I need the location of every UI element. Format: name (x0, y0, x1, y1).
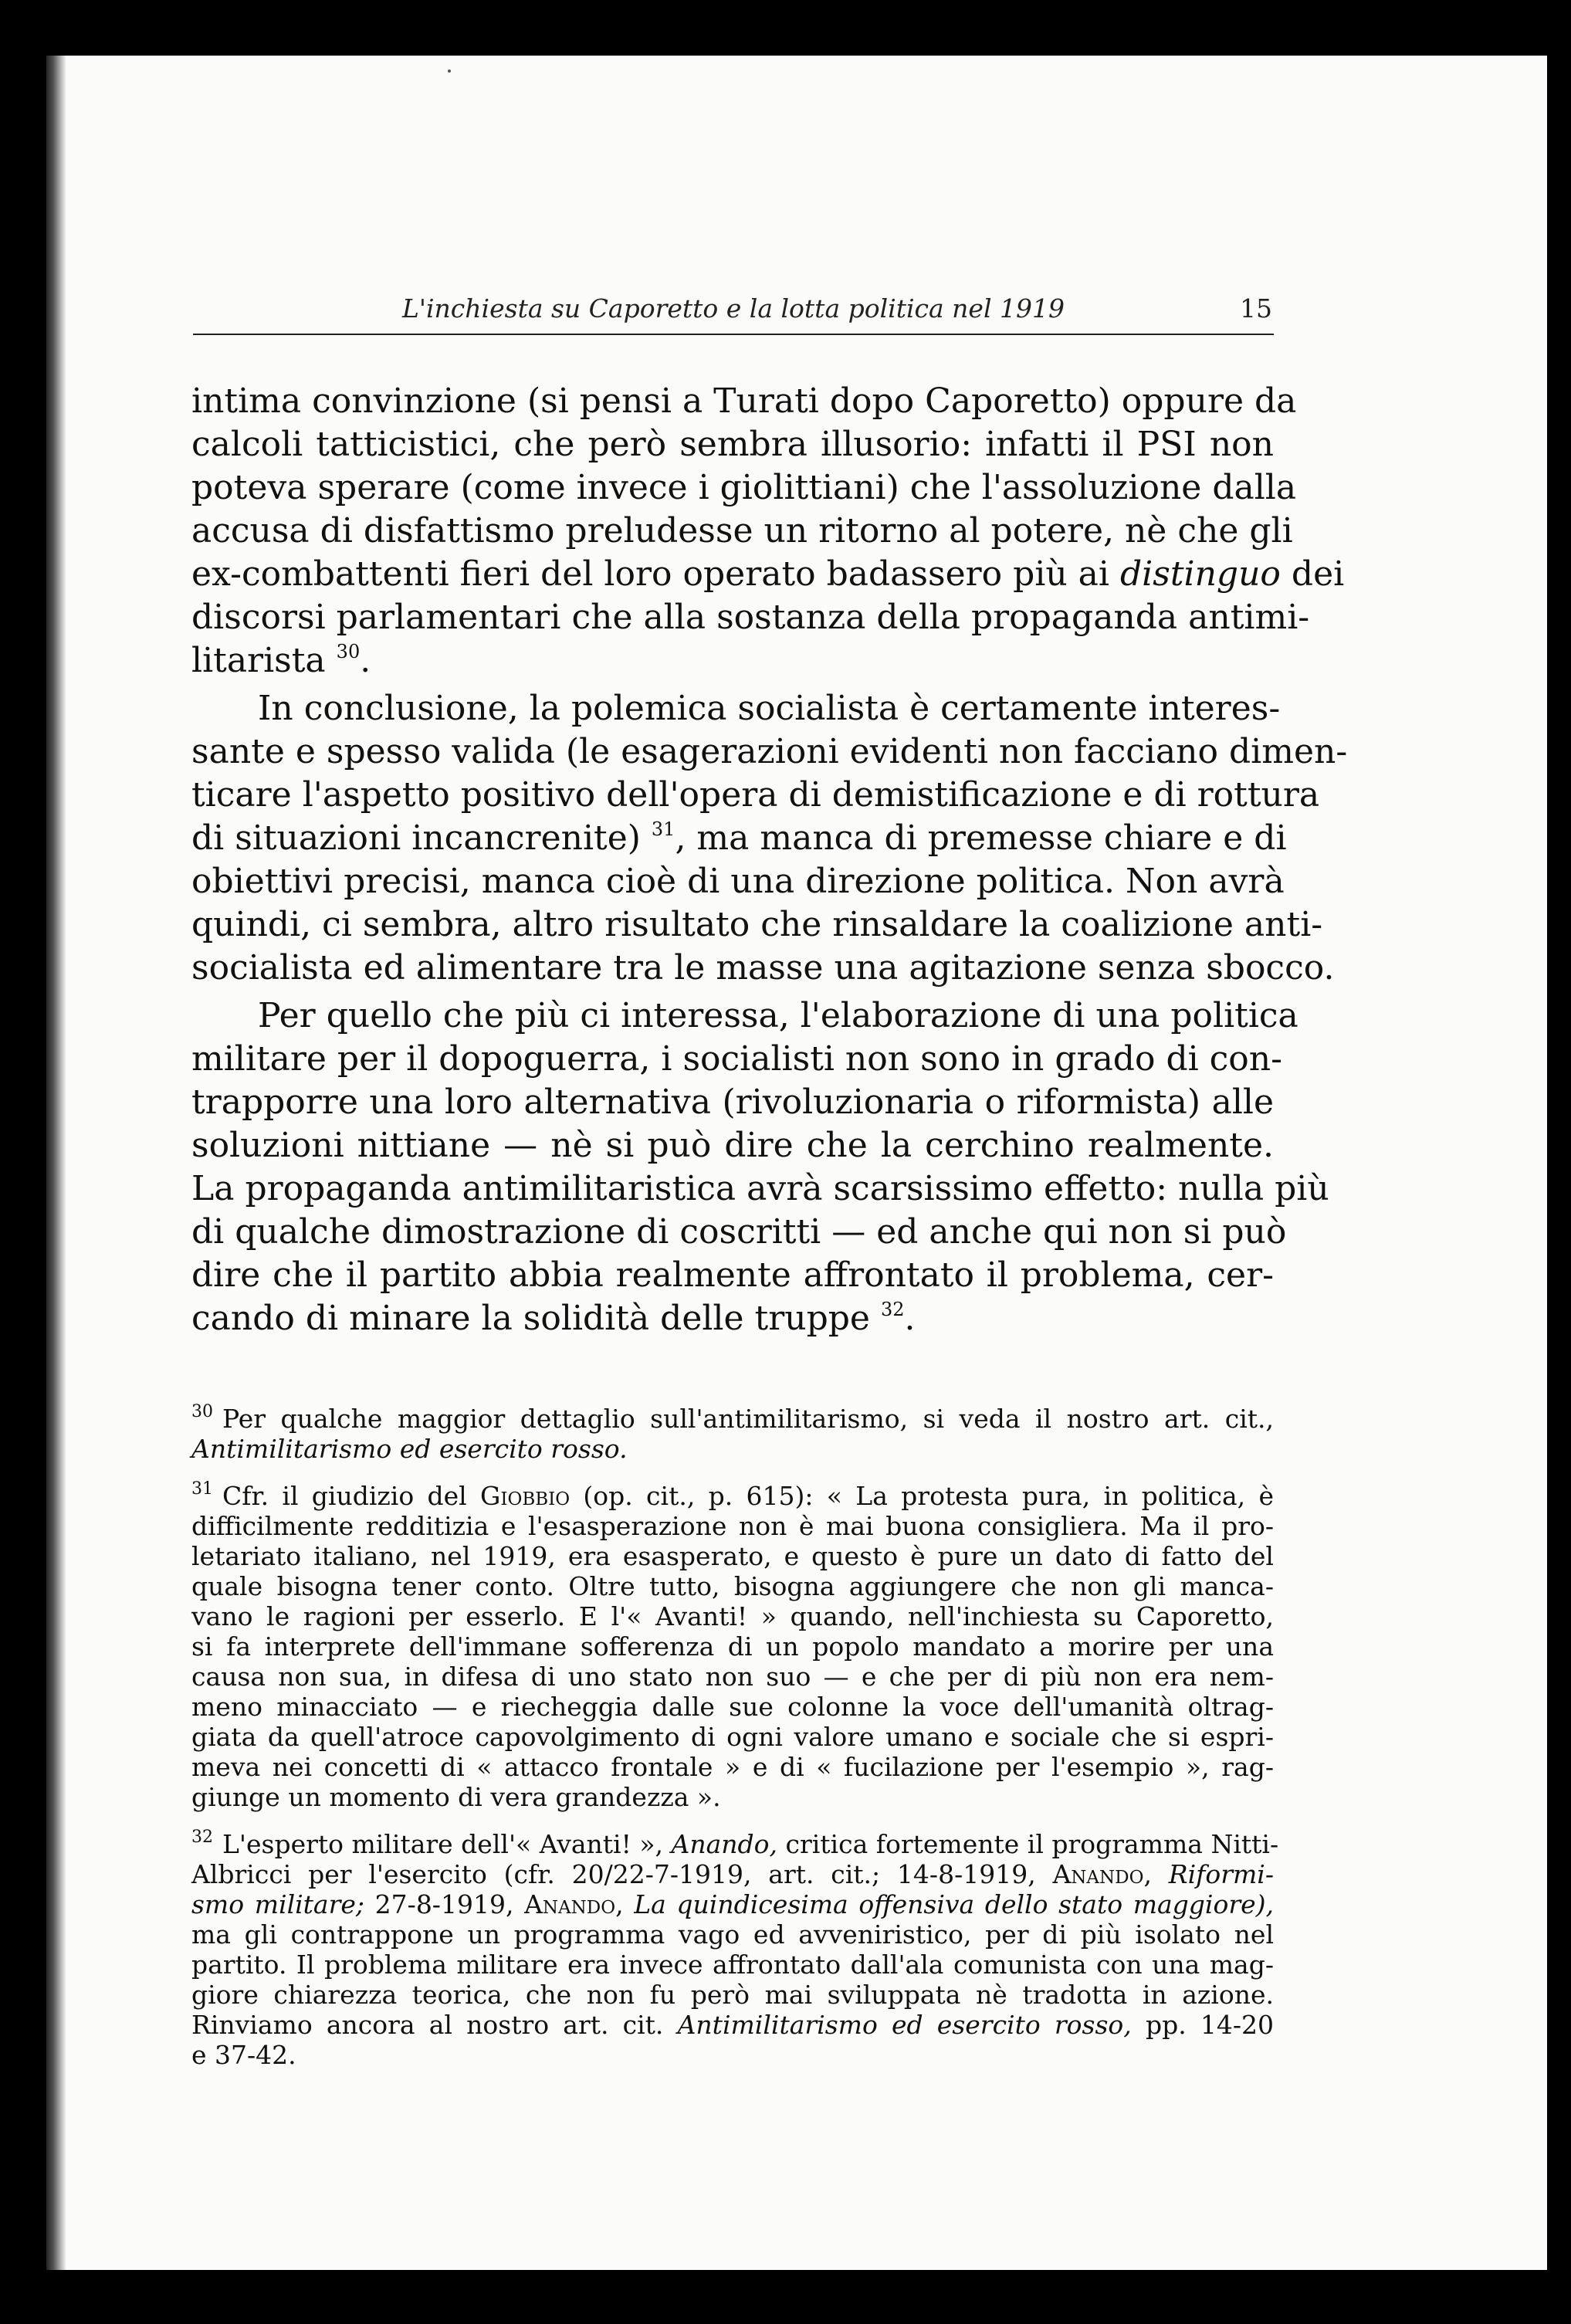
page-number: 15 (1240, 293, 1272, 324)
footnote-line: vano le ragioni per esserlo. E l'« Avanti! » quando, nell'inchiesta su Caporetto, (191, 1601, 1274, 1631)
footnote-line: giata da quell'atroce capovolgimento di ogni valore umano e sociale che si espri- (191, 1722, 1274, 1752)
text-line: In conclusione, la polemica socialista è certamente interes- (258, 689, 1281, 728)
footnote-line: letariato italiano, nel 1919, era esasperato, e questo è pure un dato di fatto del (191, 1541, 1274, 1571)
footnote (191, 1828, 1279, 2070)
text-line: cando di minare la solidità delle truppe $^{32}$. (191, 1299, 916, 1338)
text-line: trapporre una loro alternativa (rivoluzionaria o riformista) alle (191, 1082, 1274, 1122)
text-line: Per quello che più ci interessa, l'elaborazione di una politica (258, 996, 1298, 1035)
italic-term: distinguo (1120, 554, 1281, 594)
text-line: obiettivi precisi, manca cioè di una direzione politica. Non avrà (191, 862, 1285, 901)
footnote-ref: 31 (651, 818, 675, 841)
paragraph (191, 994, 1329, 1340)
footnote-line: Cfr. il giudizio del Giobbio (op. cit., p. 615): « La protesta pura, in politica, è (222, 1481, 1274, 1511)
footnote-line: smo militare; 27-8-1919, Anando, La quindicesima offensiva dello stato maggiore), (191, 1889, 1275, 1919)
footnote-line: si fa interprete dell'immane sofferenza di un popolo mandato a morire per una (191, 1631, 1274, 1662)
paragraph (191, 380, 1345, 683)
footnote-line: meno minacciato — e riecheggia dalle sue colonne la voce dell'umanità oltrag- (191, 1692, 1274, 1722)
footnote-line: giore chiarezza teorica, che non fu però mai sviluppata nè tradotta in azione. (191, 1980, 1274, 2010)
footnote-line: L'esperto militare dell'« Avanti! », Anando, critica fortemente il programma Nitti- (222, 1829, 1279, 1859)
footnote-number: 30 (191, 1402, 213, 1421)
paragraph (191, 687, 1348, 990)
author-name: Anando (1052, 1859, 1144, 1889)
footnote (191, 1481, 1274, 1812)
footnote-number: 31 (191, 1479, 213, 1499)
footnote-line: ma gli contrappone un programma vago ed avveniristico, per di più isolato nel (191, 1919, 1274, 1950)
text-line: intima convinzione (si pensi a Turati dopo Caporetto) oppure da (191, 381, 1297, 421)
text-line: poteva sperare (come invece i giolittiani) che l'assoluzione dalla (191, 468, 1297, 507)
footnote-ref: 32 (880, 1299, 905, 1321)
author-name: Anando (524, 1889, 616, 1919)
footnote-line: Antimilitarismo ed esercito rosso. (191, 1434, 628, 1464)
main-text (191, 380, 1348, 1340)
text-line: litarista $^{30}$. (191, 641, 371, 680)
text-line: accusa di disfattismo preludesse un ritorno al potere, nè che gli (191, 511, 1293, 551)
text-line: quindi, ci sembra, altro risultato che rinsaldare la coalizione anti- (191, 905, 1323, 944)
text-line: calcoli tatticistici, che però sembra illusorio: infatti il PSI non (191, 425, 1274, 464)
text-line: soluzioni nittiane — nè si può dire che la cerchino realmente. (191, 1126, 1274, 1165)
footnote-line: Per qualche maggior dettaglio sull'antimilitarismo, si veda il nostro art. cit., (222, 1404, 1274, 1434)
scan-border-left (0, 0, 46, 2324)
footnote-line: Albricci per l'esercito (cfr. 20/22-7-1919, art. cit.; 14-8-1919, Anando, Riformi- (191, 1859, 1274, 1889)
book-page (46, 56, 1547, 2270)
footnote-line: causa non sua, in difesa di uno stato non suo — e che per di più non era nem- (191, 1662, 1274, 1692)
scan-speck (448, 69, 451, 73)
text-line: sante e spesso valida (le esagerazioni evidenti non facciano dimen- (191, 732, 1348, 771)
scan-border-top (0, 0, 1571, 56)
text-line: di situazioni incancrenite) $^{31}$, ma manca di premesse chiare e di (191, 818, 1287, 858)
footnote-ref: 30 (336, 641, 361, 663)
scan-border-right (1547, 0, 1571, 2324)
footnote-number: 32 (191, 1828, 213, 1847)
author-name: Giobbio (480, 1481, 571, 1511)
footnotes (191, 1402, 1279, 2087)
text-line: ex-combattenti fieri del loro operato badassero più ai distinguo dei (191, 554, 1345, 594)
footnote-line: difficilmente redditizia e l'esasperazione non è mai buona consigliera. Ma il pro- (191, 1511, 1274, 1541)
running-head: L'inchiesta su Caporetto e la lotta politica nel 1919 (402, 293, 1065, 324)
text-line: dire che il partito abbia realmente affrontato il problema, cer- (191, 1255, 1274, 1295)
text-line: ticare l'aspetto positivo dell'opera di demistificazione e di rottura (191, 775, 1320, 815)
text-line: La propaganda antimilitaristica avrà scarsissimo effetto: nulla più (191, 1169, 1329, 1208)
text-line: di qualche dimostrazione di coscritti — ed anche qui non si può (191, 1212, 1287, 1252)
footnote (191, 1404, 1274, 1464)
footnote-line: quale bisogna tener conto. Oltre tutto, bisogna aggiungere che non gli manca- (191, 1571, 1274, 1601)
footnote-line: e 37-42. (191, 2040, 296, 2070)
footnote-line: meva nei concetti di « attacco frontale » e di « fucilazione per l'esempio », rag- (191, 1752, 1274, 1782)
footnote-line: giunge un momento di vera grandezza ». (191, 1782, 721, 1812)
footnote-line: Rinviamo ancora al nostro art. cit. Antimilitarismo ed esercito rosso, pp. 14-20 (191, 2010, 1274, 2040)
text-line: militare per il dopoguerra, i socialisti non sono in grado di con- (191, 1039, 1283, 1079)
footnote-line: partito. Il problema militare era invece affrontato dall'ala comunista con una mag- (191, 1950, 1274, 1980)
text-line: discorsi parlamentari che alla sostanza della propaganda antimi- (191, 598, 1310, 637)
text-line: socialista ed alimentare tra le masse una agitazione senza sbocco. (191, 948, 1335, 988)
scan-border-bottom (0, 2270, 1571, 2324)
page-header (193, 287, 1274, 335)
binding-shadow (46, 56, 66, 2270)
